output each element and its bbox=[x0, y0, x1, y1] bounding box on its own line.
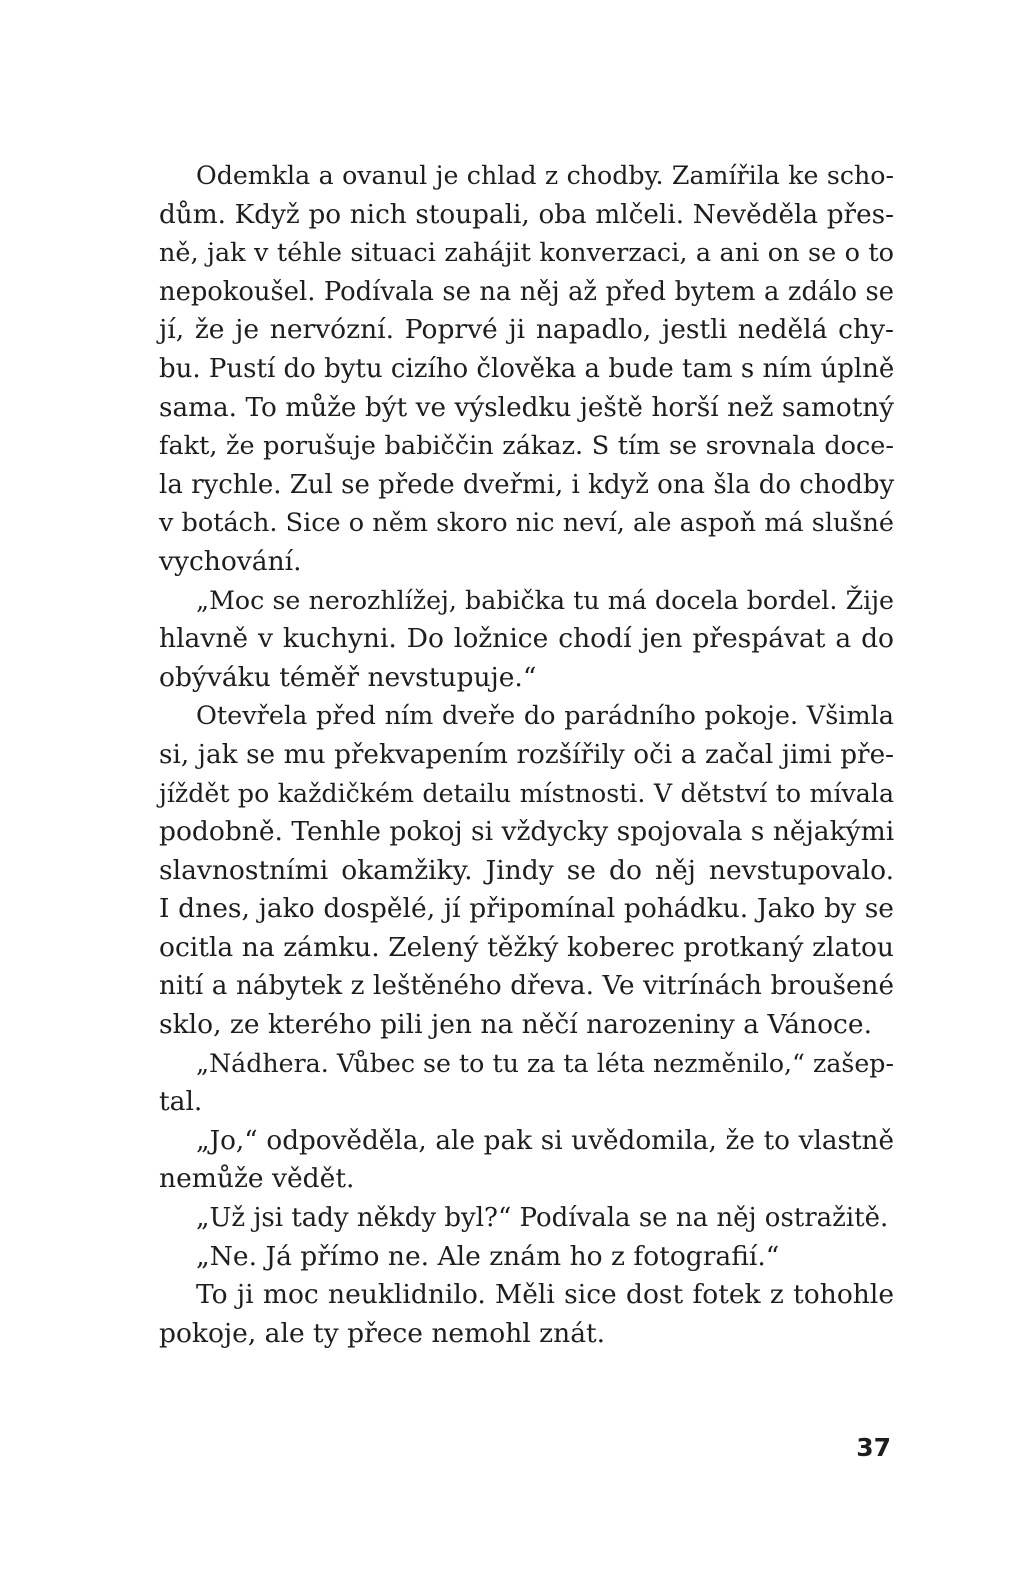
text-line: „Ne. Já přímo ne. Ale znám ho z fotografií.“ bbox=[196, 1240, 780, 1272]
text-line: obýváku téměř nevstupuje.“ bbox=[159, 661, 537, 693]
page-number: 37 bbox=[856, 1433, 891, 1462]
text-line: Odemkla a ovanul je chlad z chodby. Zamířila ke scho- bbox=[196, 161, 894, 190]
text-line: v botách. Sice o něm skoro nic neví, ale aspoň má slušné bbox=[159, 508, 894, 539]
body-text bbox=[159, 157, 894, 1353]
text-line: hlavně v kuchyni. Do ložnice chodí jen přespávat a do bbox=[159, 623, 894, 655]
text-line: ocitla na zámku. Zelený těžký koberec protkaný zlatou bbox=[159, 931, 894, 963]
text-line: I dnes, jako dospělé, jí připomínal pohádku. Jako by se bbox=[159, 893, 894, 925]
text-line: To ji moc neuklidnilo. Měli sice dost fotek z tohohle bbox=[196, 1279, 894, 1311]
text-line: „Už jsi tady někdy byl?“ Podívala se na něj ostražitě. bbox=[196, 1203, 889, 1234]
text-line: la rychle. Zul se přede dveřmi, i když ona šla do chodby bbox=[159, 469, 895, 500]
text-line: sklo, ze kterého pili jen na něčí narozeniny a Vánoce. bbox=[159, 1009, 873, 1041]
text-line: bu. Pustí do bytu cizího člověka a bude tam s ním úplně bbox=[159, 353, 895, 384]
text-line: jíždět po každičkém detailu místnosti. V dětství to mívala bbox=[159, 778, 894, 808]
text-line: nití a nábytek z leštěného dřeva. Ve vitrínách broušené bbox=[159, 971, 894, 1002]
text-line: fakt, že porušuje babiččin zákaz. S tím se srovnala doce- bbox=[159, 431, 894, 462]
text-line: ně, jak v téhle situaci zahájit konverzaci, a ani on se o to bbox=[159, 238, 894, 269]
text-line: „Nádhera. Vůbec se to tu za ta léta nezměnilo,“ zašep- bbox=[196, 1048, 894, 1078]
text-line: vychování. bbox=[159, 545, 302, 577]
text-line: Otevřela před ním dveře do parádního pokoje. Všimla bbox=[196, 701, 894, 732]
text-line: podobně. Tenhle pokoj si vždycky spojovala s nějakými bbox=[159, 816, 895, 848]
text-line: „Moc se nerozhlížej, babička tu má docela bordel. Žije bbox=[196, 585, 894, 615]
text-line: tal. bbox=[159, 1086, 203, 1118]
text-line: si, jak se mu překvapením rozšířily oči a začal jimi pře- bbox=[159, 739, 894, 770]
text-line: sama. To může být ve výsledku ještě horší než samotný bbox=[159, 392, 894, 423]
text-line: nemůže vědět. bbox=[159, 1163, 355, 1195]
text-line: dům. Když po nich stoupali, oba mlčeli. Nevěděla přes- bbox=[159, 199, 894, 230]
text-line: jí, že je nervózní. Poprvé ji napadlo, jestli nedělá chy- bbox=[159, 314, 894, 346]
text-line: pokoje, ale ty přece nemohl znát. bbox=[159, 1317, 606, 1349]
text-line: slavnostními okamžiky. Jindy se do něj nevstupovalo. bbox=[159, 854, 894, 886]
text-line: nepokoušel. Podívala se na něj až před bytem a zdálo se bbox=[159, 276, 894, 307]
text-line: „Jo,“ odpověděla, ale pak si uvědomila, že to vlastně bbox=[196, 1125, 894, 1156]
